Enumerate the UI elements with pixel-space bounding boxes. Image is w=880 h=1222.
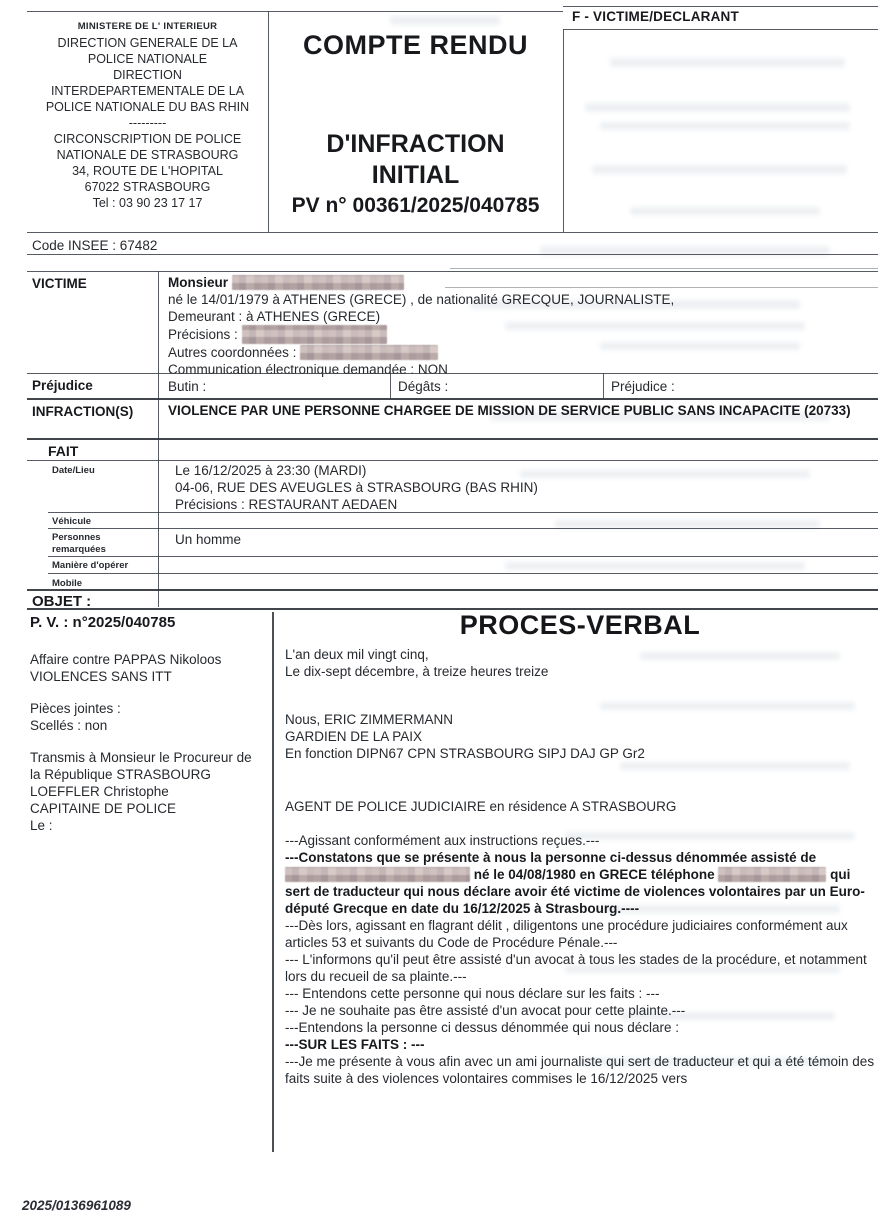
- infractions-value: VIOLENCE PAR UNE PERSONNE CHARGEE DE MISSION DE SERVICE PUBLIC SANS INCAPACITE (20733): [168, 403, 851, 418]
- redacted-precisions: [242, 325, 387, 344]
- infractions-bottom-rule: [27, 438, 878, 440]
- scelles-line: Scellés : non: [30, 718, 108, 733]
- document-title: COMPTE RENDU: [302, 30, 528, 60]
- mobile-label: Mobile: [52, 578, 83, 589]
- redacted-coordonnees: [300, 345, 438, 360]
- pv-paragraph: ---Entendons la personne ci dessus dénommée qui nous déclare :: [285, 1020, 679, 1035]
- pv-paragraph: --- L'informons qu'il peut être assisté d'un avocat à tous les stades de la procédure, et notamment lors du recueil de sa plainte.---: [285, 952, 867, 984]
- pv-right-column: [285, 610, 875, 1087]
- vehicule-rule: [48, 528, 878, 529]
- bleedthrough-mark: [630, 207, 820, 215]
- bleedthrough-mark: [505, 562, 805, 570]
- victime-block: [168, 274, 873, 378]
- pv-paragraph: ---Je me présente à vous afin avec un ami journaliste qui sert de traducteur et qui a été témoin des faits suite à des violences volontaires commises le 16/12/2025 vers: [285, 1054, 875, 1086]
- bleedthrough-mark: [610, 58, 845, 67]
- agency-line: POLICE NATIONALE: [87, 52, 208, 66]
- ministry-line: MINISTERE DE L' INTERIEUR: [77, 21, 218, 32]
- header-bottom-rule: [27, 232, 878, 233]
- pieces-jointes-label: Pièces jointes :: [30, 701, 121, 716]
- civility: Monsieur: [168, 275, 229, 290]
- agency-line: Tel : 03 90 23 17 17: [92, 196, 203, 210]
- transmis-line: CAPITAINE DE POLICE: [30, 801, 177, 816]
- form-box-top-rule: [563, 6, 878, 7]
- affaire-line: Affaire contre PAPPAS Nikoloos: [30, 652, 222, 667]
- personnes-rule: [48, 556, 878, 557]
- victime-birth-line: né le 14/01/1979 à ATHENES (GRECE) , de nationalité GRECQUE, JOURNALISTE,: [168, 292, 675, 307]
- fait-date-line: Le 16/12/2025 à 23:30 (MARDI): [175, 463, 367, 478]
- officer-unit-line: En fonction DIPN67 CPN STRASBOURG SIPJ DAJ GP Gr2: [285, 746, 645, 761]
- agency-line: NATIONALE DE STRASBOURG: [56, 148, 239, 162]
- redacted-phone: [718, 867, 826, 882]
- personnes-remarquees-label: Personnes remarquées: [52, 532, 106, 555]
- agency-separator: ---------: [128, 116, 167, 130]
- form-box-divider: [563, 29, 564, 232]
- bleedthrough-mark: [390, 16, 500, 25]
- pv-paragraph-constatons: [285, 849, 875, 917]
- bleedthrough-mark: [600, 122, 850, 130]
- fait-label: FAIT: [48, 443, 79, 459]
- pv-number-title: PV n° 00361/2025/040785: [291, 194, 540, 217]
- sur-les-faits-heading: ---SUR LES FAITS : ---: [285, 1037, 425, 1052]
- agent-line: AGENT DE POLICE JUDICIAIRE en résidence A STRASBOURG: [285, 799, 677, 814]
- insee-bottom-rule: [27, 254, 878, 255]
- constatons-part1: ---Constatons que se présente à nous la personne ci-dessus dénommée assisté de: [285, 850, 817, 865]
- victime-precisions-line: [168, 325, 873, 344]
- maniere-operer-label: Manière d'opérer: [52, 560, 129, 571]
- victime-residence-line: Demeurant : à ATHENES (GRECE): [168, 309, 381, 324]
- transmis-line: Le :: [30, 818, 53, 833]
- faint-rule: [445, 287, 878, 288]
- objet-label: OBJET :: [32, 593, 92, 610]
- header-top-rule: [27, 11, 563, 12]
- document-subtitle-1: D'INFRACTION: [326, 130, 505, 158]
- vehicule-label: Véhicule: [52, 516, 92, 527]
- agency-line: INTERDEPARTEMENTALE DE LA: [50, 84, 245, 98]
- proces-verbal-title: PROCES-VERBAL: [459, 610, 701, 640]
- fait-precisions-line: Précisions : RESTAURANT AEDAEN: [175, 497, 398, 512]
- officer-rank-line: GARDIEN DE LA PAIX: [285, 729, 423, 744]
- agency-line: DIRECTION: [113, 68, 182, 82]
- table-top-rule: [27, 271, 878, 272]
- bleedthrough-mark: [585, 103, 850, 112]
- date-lieu-label: Date/Lieu: [52, 465, 95, 476]
- prejudice-col-divider: [390, 373, 391, 398]
- infractions-label: INFRACTION(S): [32, 404, 134, 419]
- code-insee: Code INSEE : 67482: [32, 238, 158, 253]
- redacted-name: [232, 275, 404, 290]
- agency-line: 34, ROUTE DE L'HOPITAL: [72, 164, 223, 178]
- butin-label: Butin :: [168, 379, 207, 394]
- personnes-remarquees-value: Un homme: [175, 532, 242, 547]
- agency-line: 67022 STRASBOURG: [84, 180, 211, 194]
- issuing-agency-block: [27, 19, 268, 211]
- date-lieu-rule: [48, 512, 878, 513]
- transmis-line: la République STRASBOURG: [30, 767, 211, 782]
- pv-date-line: Le dix-sept décembre, à treize heures treize: [285, 664, 549, 679]
- prejudice-col-label: Préjudice :: [611, 379, 675, 394]
- pv-paragraph: ---Agissant conformément aux instructions reçues.---: [285, 833, 600, 848]
- transmis-line: LOEFFLER Christophe: [30, 784, 169, 799]
- faint-rule: [450, 268, 878, 269]
- victime-autres-line: [168, 344, 873, 361]
- constatons-part2: né le 04/08/1980 en GRECE téléphone: [470, 867, 719, 882]
- transmis-line: Transmis à Monsieur le Procureur de: [30, 750, 252, 765]
- fait-rule: [27, 460, 878, 461]
- redacted-assistant-name: [285, 867, 470, 882]
- pv-left-column: [30, 614, 262, 834]
- pv-number: P. V. : n°2025/040785: [30, 614, 176, 631]
- degats-label: Dégâts :: [398, 379, 449, 394]
- victime-name-line: [168, 274, 873, 291]
- bleedthrough-mark: [555, 520, 820, 528]
- agency-line: CIRCONSCRIPTION DE POLICE: [53, 132, 242, 146]
- date-lieu-block: [175, 462, 875, 513]
- officer-name-line: Nous, ERIC ZIMMERMANN: [285, 712, 454, 727]
- pv-date-line: L'an deux mil vingt cinq,: [285, 647, 429, 662]
- mobile-rule: [27, 589, 878, 591]
- agency-line: DIRECTION GENERALE DE LA: [57, 36, 238, 50]
- agency-line: POLICE NATIONALE DU BAS RHIN: [45, 100, 250, 114]
- autres-coordonnees-label: Autres coordonnées :: [168, 345, 297, 360]
- pv-column-divider: [272, 612, 274, 1152]
- form-type-label: F - VICTIME/DECLARANT: [572, 9, 739, 24]
- prejudice-row-label: Préjudice: [32, 378, 93, 393]
- constatons-part3: qui sert de traducteur qui nous déclare avoir été victime de violences volontaires par un Euro-député Grecque en date du 16/12/2025 à Strasbourg.----: [285, 867, 865, 916]
- precisions-label: Précisions :: [168, 327, 238, 342]
- maniere-rule: [48, 573, 878, 574]
- prejudice-top-rule: [27, 373, 878, 374]
- form-box-label-rule: [563, 29, 878, 30]
- prejudice-col-divider-2: [603, 373, 604, 398]
- pv-paragraph: --- Entendons cette personne qui nous déclare sur les faits : ---: [285, 986, 660, 1001]
- fait-lieu-line: 04-06, RUE DES AVEUGLES à STRASBOURG (BAS RHIN): [175, 480, 538, 495]
- document-reference-number: 2025/0136961089: [22, 1198, 131, 1213]
- infractions-top-rule: [27, 398, 878, 400]
- victime-label: VICTIME: [32, 276, 87, 291]
- pv-paragraph: ---Dès lors, agissant en flagrant délit , diligentons une procédure judiciaires conformément aux articles 53 et suivants du Code de Procédure Pénale.---: [285, 918, 848, 950]
- bleedthrough-mark: [592, 165, 847, 174]
- document-subtitle-2: INITIAL: [371, 161, 460, 189]
- affaire-qualification: VIOLENCES SANS ITT: [30, 669, 172, 684]
- victime-comm-line: Communication électronique demandée : NON: [168, 362, 448, 377]
- pv-paragraph: --- Je ne souhaite pas être assisté d'un avocat pour cette plainte.---: [285, 1003, 686, 1018]
